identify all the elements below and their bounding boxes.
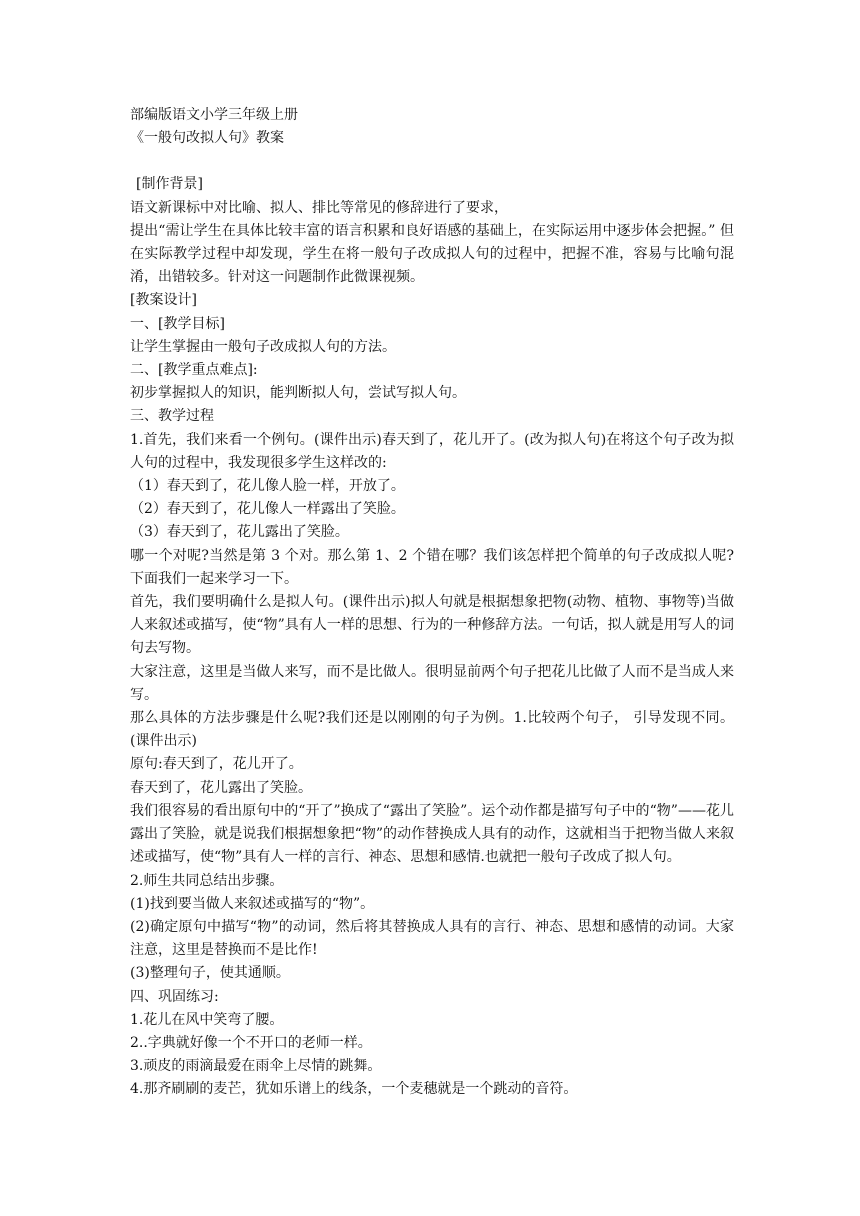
original-sentence: 原句:春天到了，花儿开了。 [130, 756, 303, 773]
goal-text: 让学生掌握由一般句子改成拟人句的方法。 [130, 338, 396, 355]
example-option-1: （1）春天到了，花儿像人脸一样，开放了。 [130, 478, 405, 495]
example-option-2: （2）春天到了，花儿像人一样露出了笑脸。 [130, 501, 405, 518]
process-paragraph-2: 哪一个对呢?当然是第 3 个对。那么第 1、2 个错在哪？我们该怎样把个简单的句子改成拟人呢?下面我们一起来学习一下。 [130, 547, 734, 587]
background-paragraph-1: 语文新课标中对比喻、拟人、排比等常见的修辞进行了要求， [130, 199, 508, 216]
changed-sentence: 春天到了，花儿露出了笑脸。 [130, 779, 312, 796]
process-paragraph-3: 首先，我们要明确什么是拟人句。(课件出示)拟人句就是根据想象把物(动物、植物、事物等)当做人来叙述或描写，使“物”具有人一样的思想、行为的一种修辞方法。一句话，拟人就是用写人的词句去写物。 [130, 594, 734, 657]
background-heading: [制作背景] [136, 176, 203, 193]
blank-line [130, 150, 734, 173]
doc-subtitle: 部编版语文小学三年级上册 [130, 107, 298, 123]
background-paragraph-2: 提出“需让学生在具体比较丰富的语言积累和良好语感的基础上，在实际运用中逐步体会把握。” 但在实际教学过程中却发现，学生在将一般句子改成拟人句的过程中，把握不准，容易与比喻句混淆，出错较多。针对这一问题制作此微课视频。 [130, 222, 734, 286]
key-points-heading: 二、[教学重点难点]: [130, 362, 258, 379]
process-paragraph-5: 那么具体的方法步骤是什么呢?我们还是以刚刚的句子为例。1.比较两个句子， 引导发现不同。(课件出示) [130, 710, 734, 750]
process-heading: 三、教学过程 [130, 408, 214, 425]
process-paragraph-1: 1.首先，我们来看一个例句。(课件出示)春天到了，花儿开了。(改为拟人句)在将这个句子改为拟人句的过程中，我发现很多学生这样改的: [130, 431, 734, 471]
doc-title: 《一般句改拟人句》教案 [130, 130, 284, 147]
practice-item-3: 3.顽皮的雨滴最爱在雨伞上尽情的跳舞。 [130, 1058, 382, 1075]
goal-heading: 一、[教学目标] [130, 315, 225, 332]
document-page [130, 104, 734, 1102]
key-points-text: 初步掌握拟人的知识，能判断拟人句，尝试写拟人句。 [130, 385, 466, 402]
design-heading: [教案设计] [130, 292, 197, 309]
practice-item-1: 1.花儿在风中笑弯了腰。 [130, 1011, 284, 1028]
practice-heading: 四、巩固练习: [130, 988, 219, 1005]
example-option-3: （3）春天到了，花儿露出了笑脸。 [130, 524, 349, 541]
practice-item-4: 4.那齐刷刷的麦芒，犹如乐谱上的线条，一个麦穗就是一个跳动的音符。 [130, 1081, 578, 1098]
process-paragraph-4: 大家注意，这里是当做人来写，而不是比做人。很明显前两个句子把花儿比做了人而不是当成人来写。 [130, 663, 734, 703]
step-1: (1)找到要当做人来叙述或描写的“物”。 [130, 895, 375, 912]
practice-item-2: 2..字典就好像一个不开口的老师一样。 [130, 1034, 372, 1051]
step-3: (3)整理句子，使其通顺。 [130, 965, 290, 982]
step-2: (2)确定原句中描写“物”的动词，然后将其替换成人具有的言行、神态、思想和感情的动词。大家注意，这里是替换而不是比作! [130, 918, 734, 959]
process-paragraph-6: 我们很容易的看出原句中的“开了”换成了“露出了笑脸”。运个动作都是描写句子中的“物”——花儿露出了笑脸，就是说我们根据想象把“物”的动作替换成人具有的动作，这就相当于把物当做人来叙述或描写，使“物”具有人一样的言行、神态、思想和感情.也就把一般句子改成了拟人句。 [130, 802, 734, 866]
process-paragraph-7: 2.师生共同总结出步骤。 [130, 872, 284, 889]
